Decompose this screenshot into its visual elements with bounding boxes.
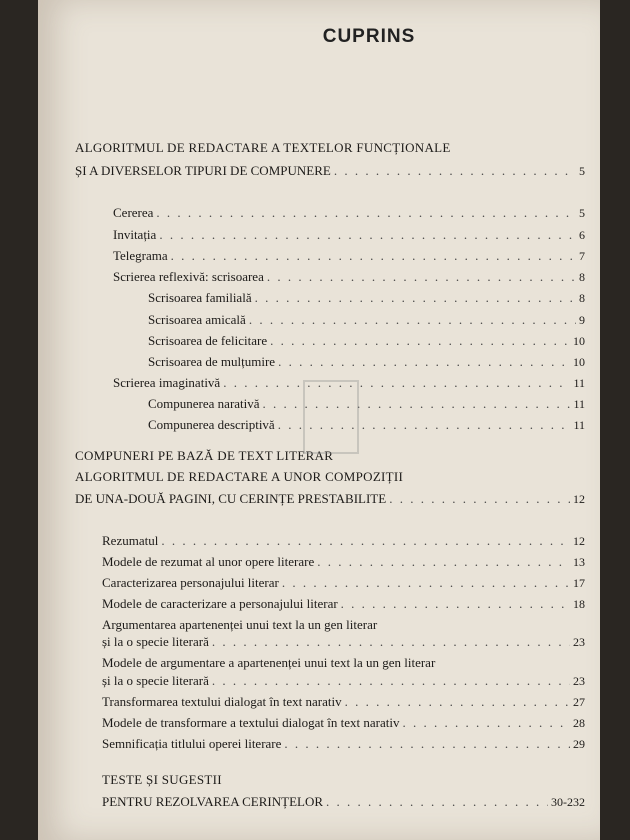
toc-entry: Telegrama . . . 7	[113, 248, 585, 264]
watermark-logo	[303, 380, 359, 454]
section1-heading-line1: ALGORITMUL DE REDACTARE A TEXTELOR FUNCȚIONALE	[75, 140, 451, 155]
toc-entry: Scrierea imaginativă . . . 11	[113, 375, 585, 391]
section2-heading-line1: COMPUNERI PE BAZĂ DE TEXT LITERAR	[75, 448, 334, 463]
toc-entry: și la o specie literară . . . 23	[102, 634, 585, 650]
toc-entry: Modele de transformare a textului dialogat în text narativ . . . 28	[102, 715, 585, 731]
toc-entry: Caracterizarea personajului literar . . . 17	[102, 575, 585, 591]
toc-entry: Scrisoarea amicală . . . 9	[148, 312, 585, 328]
toc-entry: Scrisoarea de felicitare . . . 10	[148, 333, 585, 349]
toc-entry: Modele de argumentare a apartenenței unui text la un gen literar	[102, 655, 436, 670]
toc-entry: Modele de caracterizare a personajului literar . . . 18	[102, 596, 585, 612]
page-title: CUPRINS	[322, 26, 416, 47]
section3-heading-line1: TESTE ȘI SUGESTII	[102, 772, 222, 787]
toc-entry: Semnificația titlului operei literare . . . 29	[102, 736, 585, 752]
toc-entry: și la o specie literară . . . 23	[102, 673, 585, 689]
book-page	[38, 0, 600, 840]
toc-entry: Modele de rezumat al unor opere literare . . . 13	[102, 554, 585, 570]
toc-entry: Rezumatul . . . 12	[102, 533, 585, 549]
section3-heading-line2: PENTRU REZOLVAREA CERINȚELOR . . . 30-232	[102, 794, 585, 810]
section1-heading-line2: ȘI A DIVERSELOR TIPURI DE COMPUNERE . . . 5	[75, 163, 585, 179]
toc-entry: Transformarea textului dialogat în text narativ . . . 27	[102, 694, 585, 710]
toc-entry: Scrisoarea familială . . . 8	[148, 290, 585, 306]
toc-entry: Compunerea descriptivă . . . 11	[148, 417, 585, 433]
toc-entry: Invitația . . . 6	[113, 227, 585, 243]
toc-entry: Scrisoarea de mulțumire . . . 10	[148, 354, 585, 370]
section2-heading-line3: DE UNA-DOUĂ PAGINI, CU CERINȚE PRESTABILITE . . . 12	[75, 491, 585, 507]
toc-entry: Scrierea reflexivă: scrisoarea . . . 8	[113, 269, 585, 285]
section2-heading-line2: ALGORITMUL DE REDACTARE A UNOR COMPOZIȚII	[75, 469, 404, 484]
toc-entry: Compunerea narativă . . . 11	[148, 396, 585, 412]
toc-entry: Cererea . . . 5	[113, 205, 585, 221]
toc-entry: Argumentarea apartenenței unui text la un gen literar	[102, 617, 378, 632]
